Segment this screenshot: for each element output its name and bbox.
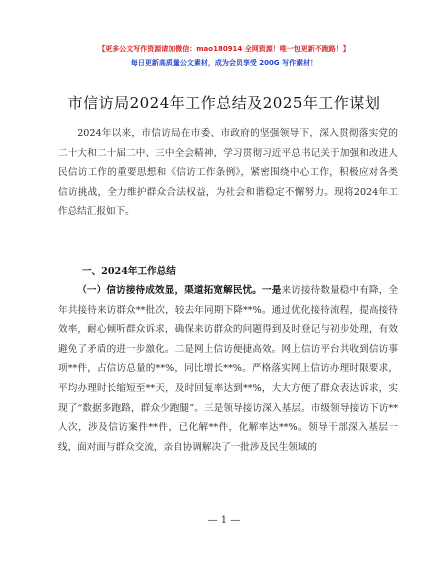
page-number: — 1 — xyxy=(207,515,241,526)
document-title: 市信访局2024年工作总结及2025年工作谋划 xyxy=(67,94,381,112)
intro-paragraph: 2024年以来，市信访局在市委、市政府的坚强领导下，深入贯彻落实党的二十大和二十届二中、三中全会精神，学习贯彻习近平总书记关于加强和改进人民信访工作的重要思想和《信访工作条例》，紧密围绕中心工作，积极应对各类信访挑战，全力维护群众合法权益，为社会和谐稳定不懈努力。现将2024年工作总结汇报如下。 xyxy=(58,128,398,218)
sub-lead: 一是 xyxy=(261,285,282,296)
promo-banner-red: 【更多公文写作资源请加微信：mao180914 全网资源！唯一包更新不跑路！】 xyxy=(98,45,350,53)
section-paragraph xyxy=(58,281,398,457)
promo-banner-blue: 每日更新高质量公文素材，成为会员享受 200G 写作素材！ xyxy=(130,59,318,67)
sub-heading: （一）信访接待成效显，渠道拓宽解民忧。 xyxy=(77,285,262,296)
section-heading: 一、2024年工作总结 xyxy=(82,266,176,277)
section-text: 来访接待数量稳中有降，全年共接待来访群众**批次，较去年同期下降**%。通过优化接待流程，提高接待效率，耐心倾听群众诉求，确保来访群众的问题得到及时登记与初步处理，有效避免了矛盾的进一步激化。二是网上信访便捷高效。网上信访平台共收到信访事项**件，占信访总量的**%，同比增长**%。严格落实网上信访办理时限要求，平均办理时长缩短至**天，及时回复率达到**%，大大方便了群众表达诉求，实现了“数据多跑路，群众少跑腿”。三是领导接访深入基层。市级领导接访下访**人次，涉及信访案件**件，已化解**件，化解率达**%。领导干部深入基层一线，面对面与群众交流，亲自协调解决了一批涉及民生领域的 xyxy=(58,285,399,453)
